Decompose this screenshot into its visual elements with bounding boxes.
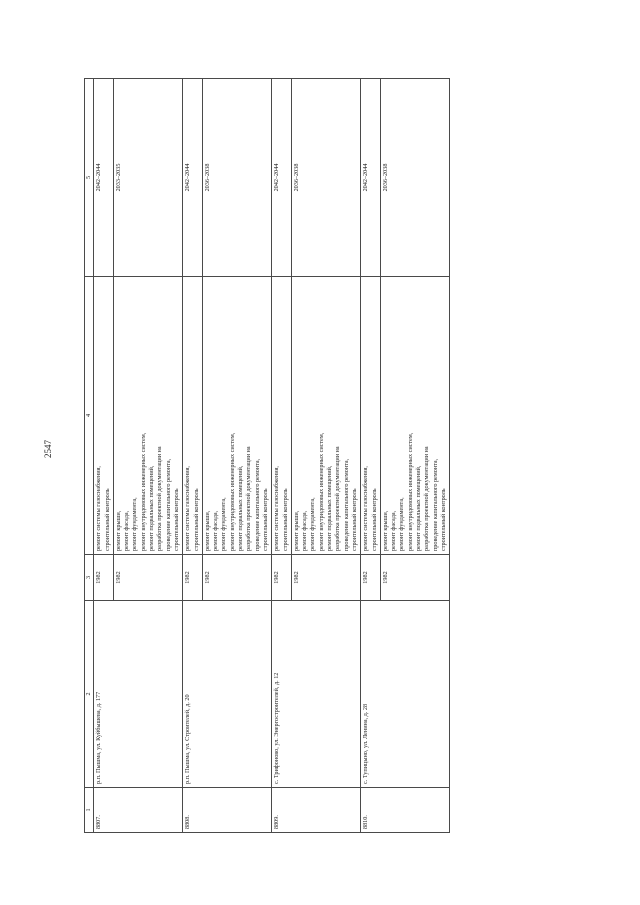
year-cell: 1982: [272, 555, 292, 601]
works-cell: [272, 277, 292, 555]
work-line: ремонт подвальных помещений,: [148, 465, 156, 551]
header-col-1: 1: [85, 788, 94, 833]
works-cell: [202, 277, 271, 555]
work-line: строительный контроль: [261, 488, 269, 551]
year-cell: 1982: [361, 555, 381, 601]
header-row: [85, 79, 94, 833]
work-line: проведение капитального ремонта,: [342, 458, 350, 551]
work-line: ремонт системы газоснабжения,: [273, 466, 281, 551]
row-number: 8810.: [361, 788, 450, 833]
work-line: ремонт фасада,: [123, 510, 131, 551]
works-cell: [291, 277, 360, 555]
work-line: ремонт системы газоснабжения,: [362, 466, 370, 551]
table-row: [94, 79, 114, 833]
work-line: ремонт фундамента,: [309, 497, 317, 551]
year-cell: 1982: [291, 555, 360, 601]
work-line: ремонт фундамента,: [220, 497, 228, 551]
header-col-3: 3: [85, 555, 94, 601]
work-line: разработка проектной документации на: [245, 446, 253, 551]
header-col-4: 4: [85, 277, 94, 555]
work-line: ремонт крыши,: [203, 510, 211, 551]
work-line: ремонт системы газоснабжения,: [184, 466, 192, 551]
work-line: ремонт фундамента,: [131, 497, 139, 551]
work-line: строительный контроль: [172, 488, 180, 551]
period-cell: 2036–2038: [202, 79, 271, 277]
work-line: ремонт внутридомовых инженерных систем,: [228, 432, 236, 551]
work-line: ремонт системы газоснабжения,: [95, 466, 103, 551]
row-number: 8808.: [183, 788, 272, 833]
work-line: проведение капитального ремонта,: [164, 458, 172, 551]
repair-schedule-table: [84, 78, 450, 833]
period-cell: 2042–2044: [183, 79, 203, 277]
work-line: ремонт фасада,: [301, 510, 309, 551]
work-line: ремонт внутридомовых инженерных систем,: [317, 432, 325, 551]
period-cell: 2042–2044: [361, 79, 381, 277]
table-row: [361, 79, 381, 833]
work-line: ремонт фасада,: [390, 510, 398, 551]
work-line: ремонт подвальных помещений,: [414, 465, 422, 551]
address-cell: с. Тупицыно, ул. Ленина, д. 28: [361, 601, 450, 788]
row-number: 8807.: [94, 788, 183, 833]
work-line: ремонт внутридомовых инженерных систем,: [139, 432, 147, 551]
period-cell: 2036–2038: [380, 79, 449, 277]
table-row: [272, 79, 292, 833]
header-col-2: 2: [85, 601, 94, 788]
address-cell: р.п. Пышма, ул. Строителей, д. 20: [183, 601, 272, 788]
work-line: ремонт фасада,: [212, 510, 220, 551]
document-rotated-content: [84, 78, 602, 833]
work-line: разработка проектной документации на: [334, 446, 342, 551]
period-cell: 2036–2038: [291, 79, 360, 277]
address-cell: р.п. Пышма, ул. Куйбышева, д. 177: [94, 601, 183, 788]
year-cell: 1982: [183, 555, 203, 601]
work-line: проведение капитального ремонта,: [253, 458, 261, 551]
row-number: 8809.: [272, 788, 361, 833]
work-line: ремонт внутридомовых инженерных систем,: [406, 432, 414, 551]
period-cell: 2042–2044: [94, 79, 114, 277]
work-line: строительный контроль: [192, 488, 200, 551]
works-cell: [361, 277, 381, 555]
year-cell: 1982: [113, 555, 182, 601]
work-line: строительный контроль: [370, 488, 378, 551]
work-line: ремонт подвальных помещений,: [326, 465, 334, 551]
work-line: проведение капитального ремонта,: [431, 458, 439, 551]
year-cell: 1982: [94, 555, 114, 601]
work-line: строительный контроль: [103, 488, 111, 551]
address-cell: с. Трифоново, ул. Энергостроителей, д. 12: [272, 601, 361, 788]
work-line: ремонт подвальных помещений,: [237, 465, 245, 551]
work-line: ремонт крыши,: [114, 510, 122, 551]
work-line: ремонт крыши,: [292, 510, 300, 551]
period-cell: 2033–2035: [113, 79, 182, 277]
year-cell: 1982: [380, 555, 449, 601]
work-line: строительный контроль: [439, 488, 447, 551]
header-col-5: 5: [85, 79, 94, 277]
works-cell: [113, 277, 182, 555]
works-cell: [380, 277, 449, 555]
work-line: разработка проектной документации на: [156, 446, 164, 551]
period-cell: 2042–2044: [272, 79, 292, 277]
table-row: [183, 79, 203, 833]
work-line: разработка проектной документации на: [423, 446, 431, 551]
works-cell: [94, 277, 114, 555]
work-line: ремонт крыши,: [381, 510, 389, 551]
work-line: строительный контроль: [350, 488, 358, 551]
work-line: строительный контроль: [281, 488, 289, 551]
page-number: 2547: [43, 440, 53, 458]
works-cell: [183, 277, 203, 555]
work-line: ремонт фундамента,: [398, 497, 406, 551]
year-cell: 1982: [202, 555, 271, 601]
